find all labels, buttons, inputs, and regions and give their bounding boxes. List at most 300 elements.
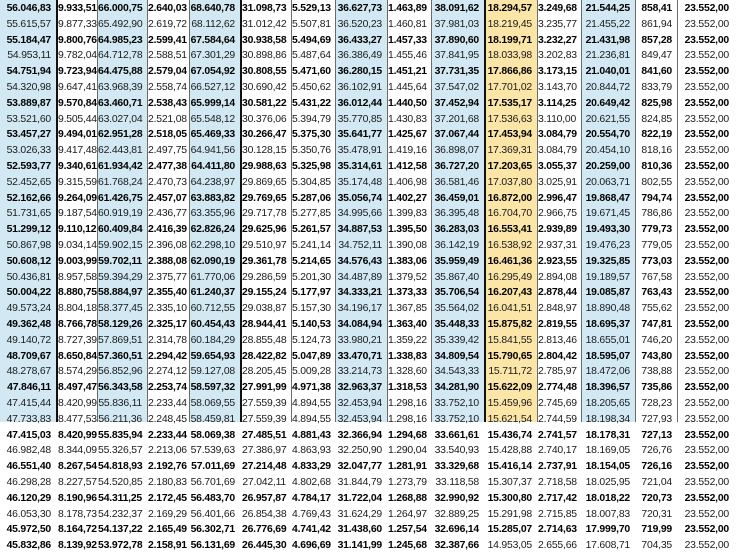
table-cell: 47.733,83 (6, 413, 51, 425)
table-cell: 15.436,74 (487, 429, 532, 441)
table-cell: 3.232,27 (538, 34, 577, 46)
table-cell: 1.281,91 (388, 461, 427, 473)
table-cell: 65.548,12 (190, 113, 235, 125)
table-cell: 857,28 (641, 34, 672, 46)
table-cell: 15.621,54 (487, 413, 532, 425)
table-cell: 34.084,94 (337, 318, 382, 330)
table-cell: 18.025,95 (585, 476, 630, 488)
table-cell: 15.841,55 (487, 334, 532, 346)
table-cell: 51.731,65 (6, 208, 51, 220)
table-cell: 5.277,85 (292, 208, 331, 220)
table-cell: 37.067,44 (434, 129, 479, 141)
table-column (148, 0, 190, 552)
table-cell: 16.538,92 (487, 239, 532, 251)
table-cell: 58.069,55 (190, 397, 235, 409)
table-column (538, 0, 582, 552)
table-cell: 1.425,67 (388, 129, 427, 141)
table-cell: 1.273,79 (388, 476, 427, 488)
table-cell: 20.063,71 (585, 176, 630, 188)
table-cell: 36.280,15 (337, 66, 382, 78)
table-cell: 23.552,00 (684, 239, 729, 251)
table-cell: 2.436,77 (148, 208, 187, 220)
table-cell: 53.889,87 (6, 97, 51, 109)
table-cell: 37.547,02 (434, 81, 479, 93)
table-cell: 9.340,61 (58, 160, 97, 172)
table-cell: 8.650,84 (58, 350, 97, 362)
table-cell: 1.268,88 (388, 492, 427, 504)
table-cell: 20.454,10 (585, 145, 630, 157)
table-cell: 23.552,00 (684, 224, 729, 236)
table-cell: 35.478,91 (337, 145, 382, 157)
table-cell: 33.980,21 (337, 334, 382, 346)
table-cell: 1.298,16 (388, 413, 427, 425)
table-cell: 2.518,05 (148, 129, 187, 141)
table-cell: 47.415,03 (6, 429, 51, 441)
table-cell: 824,85 (641, 113, 672, 125)
table-cell: 17.535,17 (487, 97, 532, 109)
table-cell: 15.711,72 (488, 366, 532, 378)
table-cell: 4.696,69 (292, 540, 331, 552)
table-cell: 34.809,54 (434, 350, 479, 362)
table-cell: 9.800,76 (58, 34, 97, 46)
table-cell: 58.129,26 (98, 318, 143, 330)
table-cell: 36.386,49 (337, 50, 382, 62)
table-cell: 8.727,39 (58, 334, 97, 346)
table-cell: 5.325,98 (292, 160, 331, 172)
table-cell: 23.552,00 (684, 445, 729, 457)
table-cell: 779,73 (641, 224, 672, 236)
table-cell: 50.004,22 (6, 287, 51, 299)
table-cell: 32.889,25 (434, 508, 479, 520)
table-cell: 35.339,42 (434, 334, 479, 346)
table-cell: 746,20 (641, 334, 672, 346)
table-cell: 9.264,09 (58, 192, 97, 204)
table-cell: 1.430,83 (388, 113, 427, 125)
table-cell: 2.996,47 (538, 192, 577, 204)
table-cell: 743,80 (641, 350, 672, 362)
table-cell: 2.640,03 (148, 3, 187, 14)
table-cell: 16.553,41 (487, 224, 532, 236)
table-cell: 735,86 (641, 382, 672, 394)
table-cell: 23.552,00 (684, 382, 729, 394)
table-cell: 33.661,61 (434, 429, 479, 441)
table-column (0, 0, 58, 552)
table-cell: 726,16 (641, 461, 672, 473)
table-cell: 23.552,00 (684, 524, 729, 536)
table-cell: 2.274,12 (148, 366, 187, 378)
table-cell: 2.294,42 (148, 350, 187, 362)
table-cell: 28.855,48 (242, 334, 287, 346)
table-column (190, 0, 242, 552)
table-cell: 4.833,29 (292, 461, 331, 473)
table-cell: 726,76 (641, 445, 672, 457)
table-cell: 15.459,96 (487, 397, 532, 409)
table-cell: 57.869,51 (98, 334, 143, 346)
table-cell: 3.025,91 (538, 176, 577, 188)
table-cell: 1.455,46 (388, 50, 427, 62)
table-column (582, 0, 636, 552)
table-cell: 31.624,29 (337, 508, 382, 520)
table-cell: 23.552,00 (684, 334, 729, 346)
table-cell: 18.178,31 (585, 429, 630, 441)
table-column (98, 0, 148, 552)
table-cell: 8.227,57 (58, 476, 97, 488)
table-cell: 23.552,00 (684, 492, 729, 504)
table-cell: 61.768,24 (98, 176, 143, 188)
table-cell: 8.190,96 (58, 492, 97, 504)
table-cell: 37.841,95 (434, 50, 479, 62)
table-cell: 64.712,78 (98, 50, 143, 62)
table-cell: 721,04 (641, 476, 672, 488)
table-cell: 27.559,39 (242, 397, 287, 409)
table-cell: 16.207,43 (487, 287, 532, 299)
table-cell: 18.007,83 (585, 508, 630, 520)
table-cell: 35.314,61 (337, 160, 382, 172)
table-cell: 786,86 (641, 208, 672, 220)
table-cell: 16.295,49 (487, 271, 532, 283)
table-cell: 56.343,58 (98, 382, 143, 394)
table-cell: 32.387,66 (434, 540, 479, 552)
table-cell: 15.790,65 (487, 350, 532, 362)
table-cell: 32.047,77 (337, 461, 382, 473)
table-cell: 15.300,80 (487, 492, 532, 504)
table-cell: 1.363,40 (388, 318, 427, 330)
table-cell: 36.459,01 (434, 192, 479, 204)
table-cell: 2.619,72 (148, 18, 187, 30)
table-cell: 2.521,08 (148, 113, 187, 125)
table-cell: 26.776,69 (242, 524, 287, 536)
table-cell: 53.972,78 (98, 540, 143, 552)
table-cell: 60.712,55 (190, 303, 235, 315)
table-cell: 59.654,93 (190, 350, 235, 362)
table-cell: 38.091,62 (434, 3, 479, 14)
table-cell: 2.538,43 (148, 97, 187, 109)
table-cell: 1.395,50 (388, 224, 427, 236)
table-cell: 60.409,84 (98, 224, 143, 236)
table-cell: 23.552,00 (684, 145, 729, 157)
table-cell: 2.558,74 (148, 81, 187, 93)
table-cell: 2.804,42 (538, 350, 577, 362)
table-cell: 18.472,06 (585, 366, 630, 378)
table-cell: 2.740,17 (538, 445, 577, 457)
table-cell: 8.766,78 (58, 318, 97, 330)
table-cell: 1.257,54 (388, 524, 427, 536)
table-cell: 53.026,33 (6, 145, 51, 157)
table-cell: 30.808,55 (242, 66, 287, 78)
table-cell: 23.552,00 (684, 271, 729, 283)
table-cell: 28.944,41 (242, 318, 287, 330)
table-cell: 15.416,14 (487, 461, 532, 473)
table-cell: 2.813,46 (538, 334, 577, 346)
table-cell: 63.460,71 (98, 97, 143, 109)
table-cell: 27.991,99 (242, 382, 287, 394)
table-cell: 36.433,27 (337, 34, 382, 46)
table-cell: 55.836,11 (98, 397, 142, 409)
table-cell: 18.018,22 (585, 492, 630, 504)
table-cell: 54.232,37 (98, 508, 143, 520)
table-cell: 33.752,10 (434, 413, 479, 425)
table-cell: 720,31 (641, 508, 672, 520)
table-cell: 3.055,37 (538, 160, 577, 172)
table-cell: 5.471,60 (292, 66, 331, 78)
table-cell: 5.241,14 (292, 239, 331, 251)
table-cell: 1.402,27 (388, 192, 427, 204)
table-cell: 23.552,00 (684, 287, 729, 299)
table-cell: 2.717,42 (538, 492, 577, 504)
table-cell: 3.114,25 (538, 97, 577, 109)
table-cell: 2.158,91 (148, 540, 187, 552)
table-cell: 31.012,42 (242, 18, 287, 30)
table-cell: 8.267,54 (58, 461, 97, 473)
table-cell: 60.919,19 (98, 208, 143, 220)
table-cell: 19.671,45 (585, 208, 630, 220)
table-cell: 30.938,58 (242, 34, 287, 46)
table-cell: 36.142,19 (434, 239, 479, 251)
table-cell: 9.003,99 (58, 255, 97, 267)
table-cell: 26.854,38 (242, 508, 287, 520)
table-cell: 52.162,66 (6, 192, 51, 204)
table-cell: 53.457,27 (6, 129, 51, 141)
table-cell: 62.298,10 (190, 239, 235, 251)
table-cell: 2.923,55 (538, 255, 577, 267)
table-cell: 62.951,28 (98, 129, 143, 141)
table-cell: 18.199,71 (487, 34, 532, 46)
table-cell: 9.723,94 (58, 66, 97, 78)
table-cell: 17.203,65 (487, 160, 532, 172)
table-cell: 1.451,21 (388, 66, 427, 78)
table-cell: 21.040,01 (585, 66, 630, 78)
table-cell: 59.394,29 (98, 271, 143, 283)
table-cell: 18.890,48 (585, 303, 630, 315)
table-cell: 56.046,83 (6, 3, 51, 14)
table-cell: 61.426,75 (98, 192, 143, 204)
table-cell: 48.278,67 (6, 366, 51, 378)
table-cell: 5.214,65 (292, 255, 331, 267)
table-cell: 32.990,92 (434, 492, 479, 504)
table-cell: 55.835,94 (98, 429, 143, 441)
table-cell: 747,81 (641, 318, 672, 330)
table-cell: 61.770,06 (190, 271, 235, 283)
table-cell: 3.235,77 (538, 18, 577, 30)
table-cell: 9.647,41 (58, 81, 97, 93)
table-cell: 32.696,14 (434, 524, 479, 536)
table-cell: 64.985,23 (98, 34, 143, 46)
table-cell: 30.128,15 (242, 145, 287, 157)
table-cell: 17.999,70 (585, 524, 630, 536)
table-cell: 18.198,34 (585, 413, 630, 425)
table-cell: 728,23 (641, 397, 672, 409)
table-cell: 63.355,96 (190, 208, 235, 220)
table-cell: 64.238,97 (190, 176, 235, 188)
table-cell: 23.552,00 (684, 160, 729, 172)
table-cell: 23.552,00 (684, 366, 729, 378)
table-cell: 62.443,81 (98, 145, 143, 157)
table-cell: 2.192,76 (148, 461, 187, 473)
table-cell: 36.102,91 (337, 81, 382, 93)
table-cell: 2.741,57 (538, 429, 577, 441)
table-cell: 2.579,04 (148, 66, 187, 78)
table-cell: 9.315,59 (58, 176, 97, 188)
table-cell: 58.597,32 (190, 382, 235, 394)
table-cell: 17.608,71 (585, 540, 630, 552)
table-cell: 23.552,00 (684, 208, 729, 220)
table-cell: 31.844,79 (337, 476, 382, 488)
table-cell: 810,36 (641, 160, 672, 172)
table-cell: 29.717,78 (242, 208, 287, 220)
table-cell: 37.731,35 (434, 66, 479, 78)
table-cell: 35.564,02 (434, 303, 479, 315)
table-cell: 858,41 (641, 3, 672, 14)
table-cell: 29.869,65 (242, 176, 287, 188)
table-cell: 2.470,73 (148, 176, 187, 188)
table-cell: 29.769,65 (242, 192, 287, 204)
table-cell: 59.127,08 (190, 366, 235, 378)
table-cell: 54.818,93 (98, 461, 143, 473)
table-cell: 15.307,37 (487, 476, 532, 488)
table-cell: 33.329,68 (434, 461, 479, 473)
table-cell: 2.937,31 (538, 239, 577, 251)
table-cell: 20.649,42 (585, 97, 630, 109)
table-cell: 9.187,54 (58, 208, 97, 220)
table-cell: 1.412,58 (388, 160, 427, 172)
table-cell: 51.299,12 (6, 224, 51, 236)
table-cell: 802,55 (641, 176, 672, 188)
table-cell: 18.294,57 (487, 3, 532, 14)
table-cell: 60.184,29 (190, 334, 235, 346)
table-cell: 19.493,30 (585, 224, 630, 236)
table-cell: 2.396,08 (148, 239, 187, 251)
table-cell: 32.453,94 (337, 397, 382, 409)
table-cell: 27.042,11 (242, 476, 286, 488)
table-cell: 1.294,68 (388, 429, 427, 441)
table-cell: 29.625,96 (242, 224, 287, 236)
table-cell: 50.867,98 (6, 239, 51, 251)
table-cell: 841,60 (641, 66, 672, 78)
table-cell: 31.438,60 (337, 524, 382, 536)
table-cell: 34.995,66 (337, 208, 382, 220)
table-cell: 34.752,11 (338, 239, 382, 251)
table-cell: 779,05 (641, 239, 672, 251)
table-cell: 1.419,16 (388, 145, 427, 157)
table-cell: 30.581,22 (242, 97, 287, 109)
table-cell: 1.328,60 (388, 366, 427, 378)
table-cell: 5.394,79 (292, 113, 331, 125)
table-cell: 5.009,28 (292, 366, 331, 378)
table-cell: 5.287,06 (292, 192, 331, 204)
table-cell: 66.000,75 (98, 3, 143, 14)
table-cell: 57.360,51 (98, 350, 143, 362)
table-cell: 30.898,86 (242, 50, 287, 62)
table-cell: 2.172,45 (148, 492, 187, 504)
table-cell: 56.131,69 (190, 540, 235, 552)
table-cell: 763,43 (641, 287, 672, 299)
table-cell: 54.953,11 (7, 50, 51, 62)
table-cell: 29.361,78 (242, 255, 287, 267)
table-cell: 47.415,44 (6, 397, 51, 409)
table-column (678, 0, 734, 552)
table-cell: 64.475,88 (98, 66, 143, 78)
table-cell: 23.552,00 (684, 413, 729, 425)
table-column (336, 0, 388, 552)
table-cell: 1.338,83 (388, 350, 427, 362)
table-cell: 1.383,06 (388, 255, 427, 267)
table-cell: 56.701,69 (190, 476, 235, 488)
table-cell: 2.325,17 (148, 318, 187, 330)
table-cell: 20.844,72 (585, 81, 630, 93)
table-cell: 8.497,47 (58, 382, 97, 394)
table-cell: 64.941,56 (190, 145, 235, 157)
table-cell: 35.448,33 (434, 318, 479, 330)
table-cell: 46.298,28 (6, 476, 51, 488)
table-cell: 2.588,51 (148, 50, 187, 62)
table-cell: 46.982,48 (6, 445, 51, 457)
table-cell: 46.120,29 (6, 492, 51, 504)
table-cell: 1.440,50 (388, 97, 427, 109)
table-cell: 2.744,59 (538, 413, 577, 425)
table-cell: 33.540,93 (434, 445, 479, 457)
table-cell: 59.902,15 (98, 239, 143, 251)
table-cell: 49.573,24 (6, 303, 51, 315)
table-cell: 17.701,02 (487, 81, 532, 93)
table-cell: 2.819,55 (538, 318, 577, 330)
table-cell: 720,73 (641, 492, 672, 504)
table-cell: 16.041,51 (487, 303, 532, 315)
table-cell: 5.507,81 (292, 18, 331, 30)
table-cell: 23.552,00 (684, 81, 729, 93)
table-cell: 18.396,57 (585, 382, 630, 394)
table-cell: 5.261,57 (292, 224, 331, 236)
table-cell: 54.137,22 (98, 524, 143, 536)
table-cell: 56.302,71 (190, 524, 235, 536)
table-cell: 23.552,00 (684, 255, 729, 267)
table-cell: 47.846,11 (7, 382, 51, 394)
table-cell: 16.461,36 (487, 255, 532, 267)
table-cell: 54.311,25 (98, 492, 142, 504)
table-cell: 37.452,94 (434, 97, 479, 109)
table-cell: 23.552,00 (684, 540, 729, 552)
table-cell: 26.957,87 (242, 492, 287, 504)
table-cell: 5.487,64 (292, 50, 331, 62)
table-cell: 719,99 (641, 524, 672, 536)
table-cell: 2.785,97 (538, 366, 577, 378)
table-cell: 3.173,15 (538, 66, 577, 78)
table-cell: 2.497,75 (148, 145, 187, 157)
table-cell: 58.069,38 (190, 429, 235, 441)
table-cell: 2.714,63 (538, 524, 577, 536)
table-cell: 4.784,17 (292, 492, 331, 504)
table-cell: 9.877,33 (58, 18, 97, 30)
table-cell: 5.047,89 (292, 350, 331, 362)
table-cell: 54.320,98 (6, 81, 51, 93)
table-cell: 52.452,65 (6, 176, 51, 188)
table-cell: 23.552,00 (684, 34, 729, 46)
table-cell: 8.880,75 (58, 287, 97, 299)
table-cell: 8.139,92 (58, 540, 97, 552)
table-cell: 23.552,00 (684, 3, 729, 14)
table-column (58, 0, 98, 552)
table-cell: 18.169,05 (585, 445, 630, 457)
table-cell: 63.883,82 (190, 192, 235, 204)
table-cell: 1.290,04 (388, 445, 427, 457)
table-cell: 27.214,48 (242, 461, 287, 473)
table-cell: 35.959,49 (434, 255, 479, 267)
table-cell: 35.706,54 (434, 287, 479, 299)
table-cell: 4.894,55 (292, 413, 331, 425)
table-cell: 33.118,58 (435, 476, 479, 488)
table-cell: 50.608,12 (6, 255, 51, 267)
table-cell: 1.359,22 (388, 334, 427, 346)
table-cell: 32.250,90 (337, 445, 382, 457)
